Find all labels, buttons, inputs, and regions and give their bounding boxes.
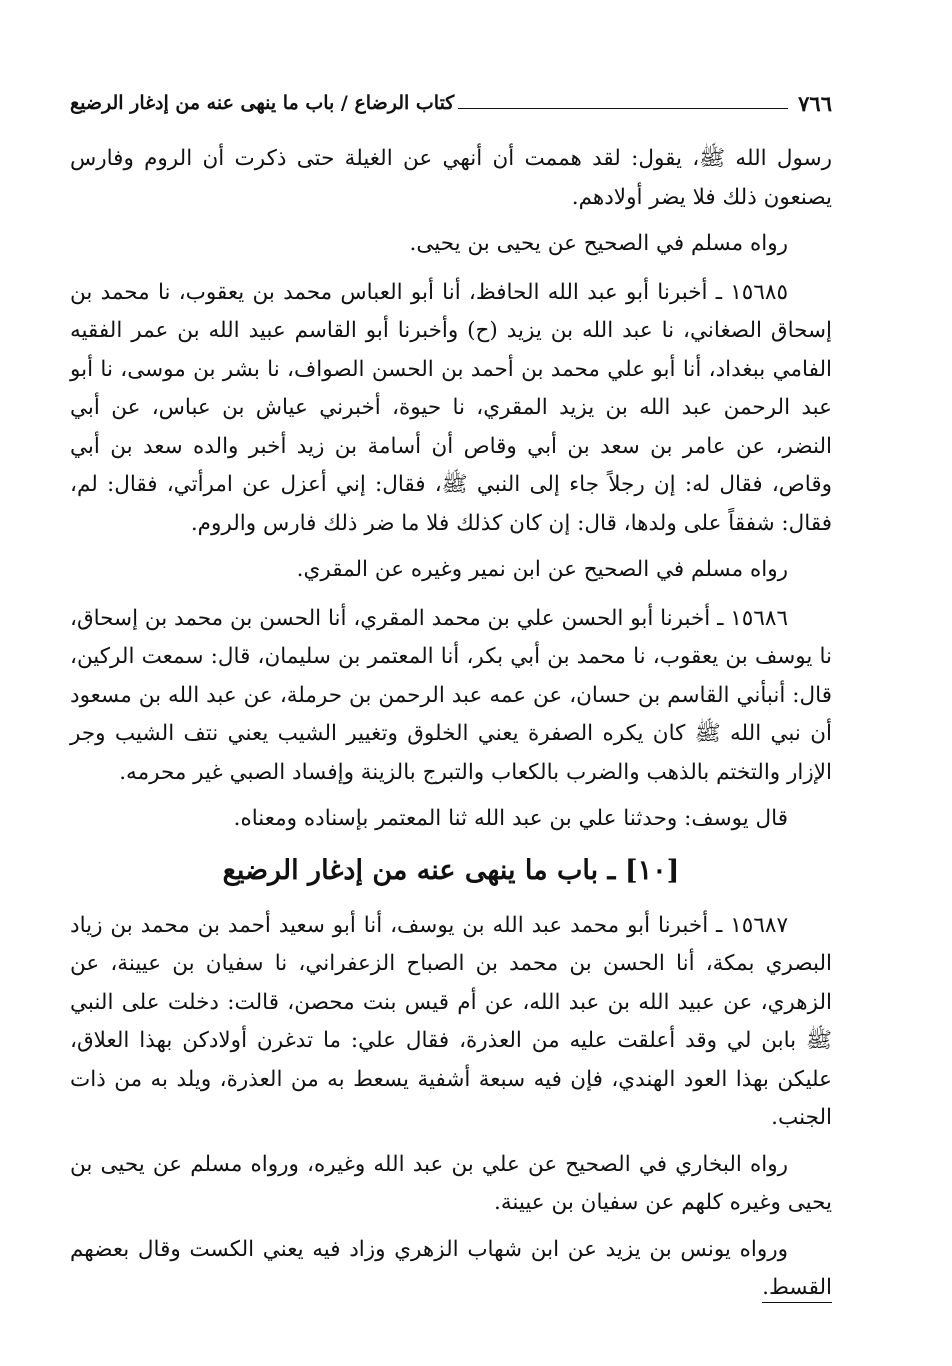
- paragraph-hadith-15686: ١٥٦٨٦ ـ أخبرنا أبو الحسن علي بن محمد المقري، أنا الحسن بن محمد بن إسحاق، نا يوسف بن يعقوب، نا محمد بن أبي بكر، أنا المعتمر بن سليمان، قال: سمعت الركين، قال: أنبأني القاسم بن حسان، عن عمه عبد الرحمن بن حرملة، عن عبد الله بن مسعود أن نبي الله ﷺ كان يكره الصفرة يعني الخلوق وتغيير الشيب يعني نتف الشيب وجر الإزار والتختم بالذهب والضرب بالكعاب والتبرج بالزينة وإفساد الصبي غير محرمه.: [70, 605, 832, 785]
- underlined-word: القسط.: [762, 1275, 832, 1303]
- header-rule: [458, 108, 788, 109]
- paragraph-narration-note: رواه البخاري في الصحيح عن علي بن عبد الله وغيره، ورواه مسلم عن يحيى بن يحيى وغيره كلهم عن سفيان بن عيينة.: [70, 1151, 832, 1215]
- paragraph-hadith-continuation: رسول الله ﷺ، يقول: لقد هممت أن أنهي عن الغيلة حتى ذكرت أن الروم وفارس يصنعون ذلك فلا يضر أولادهم.: [70, 146, 832, 210]
- paragraph-hadith-15685: ١٥٦٨٥ ـ أخبرنا أبو عبد الله الحافظ، أنا أبو العباس محمد بن يعقوب، نا محمد بن إسحاق الصغاني، نا عبد الله بن يزيد (ح) وأخبرنا أبو القاسم عبيد الله بن عمر الفقيه الفامي ببغداد، أنا أبو علي محمد بن أحمد بن الحسن الصواف، نا بشر بن موسى، نا أبو عبد الرحمن عبد الله بن يزيد المقري، نا حيوة، أخبرني عياش بن عباس، عن أبي النضر، عن عامر بن سعد بن أبي وقاص أن أسامة بن زيد أخبر والده سعد بن أبي وقاص، فقال له: إن رجلاً جاء إلى النبي ﷺ، فقال: إني أعزل عن امرأتي، فقال: لم، فقال: شفقاً على ولدها، قال: إن كان كذلك فلا ما ضر ذلك فارس والروم.: [70, 279, 832, 536]
- document-page: [70, 0, 832, 1366]
- chapter-title: [١٠] ـ باب ما ينهى عنه من إدغار الرضيع: [222, 854, 680, 886]
- page-number: ٧٦٦: [798, 90, 832, 116]
- running-header: [70, 86, 832, 120]
- paragraph-narration-note: رواه مسلم في الصحيح عن يحيى بن يحيى.: [409, 231, 788, 256]
- paragraph-hadith-15687: ١٥٦٨٧ ـ أخبرنا أبو محمد عبد الله بن يوسف، أنا أبو سعيد أحمد بن محمد بن زياد البصري بمكة، أنا الحسن بن محمد بن الصباح الزعفراني، نا سفيان بن عيينة، عن الزهري، عن عبيد الله بن عبد الله، عن أم قيس بنت محصن، قالت: دخلت على النبي ﷺ بابن لي وقد أعلقت عليه من العذرة، فقال علي: ما تدغرن أولادكن بهذا العلاق، عليكن بهذا العود الهندي، فإن فيه سبعة أشفية يسعط به من العذرة، ويلد به من ذات الجنب.: [70, 912, 832, 1130]
- running-title: كتاب الرضاع / باب ما ينهى عنه من إدغار الرضيع: [70, 92, 455, 114]
- body-text: [70, 140, 832, 1316]
- paragraph-narration-note: رواه مسلم في الصحيح عن ابن نمير وغيره عن المقري.: [296, 557, 788, 582]
- paragraph-narration-note: [70, 1231, 832, 1308]
- paragraph-narration-note: قال يوسف: وحدثنا علي بن عبد الله ثنا المعتمر بإسناده ومعناه.: [233, 806, 788, 831]
- paragraph-text: ورواه يونس بن يزيد عن ابن شهاب الزهري وزاد فيه يعني الكست وقال بعضهم: [70, 1236, 788, 1262]
